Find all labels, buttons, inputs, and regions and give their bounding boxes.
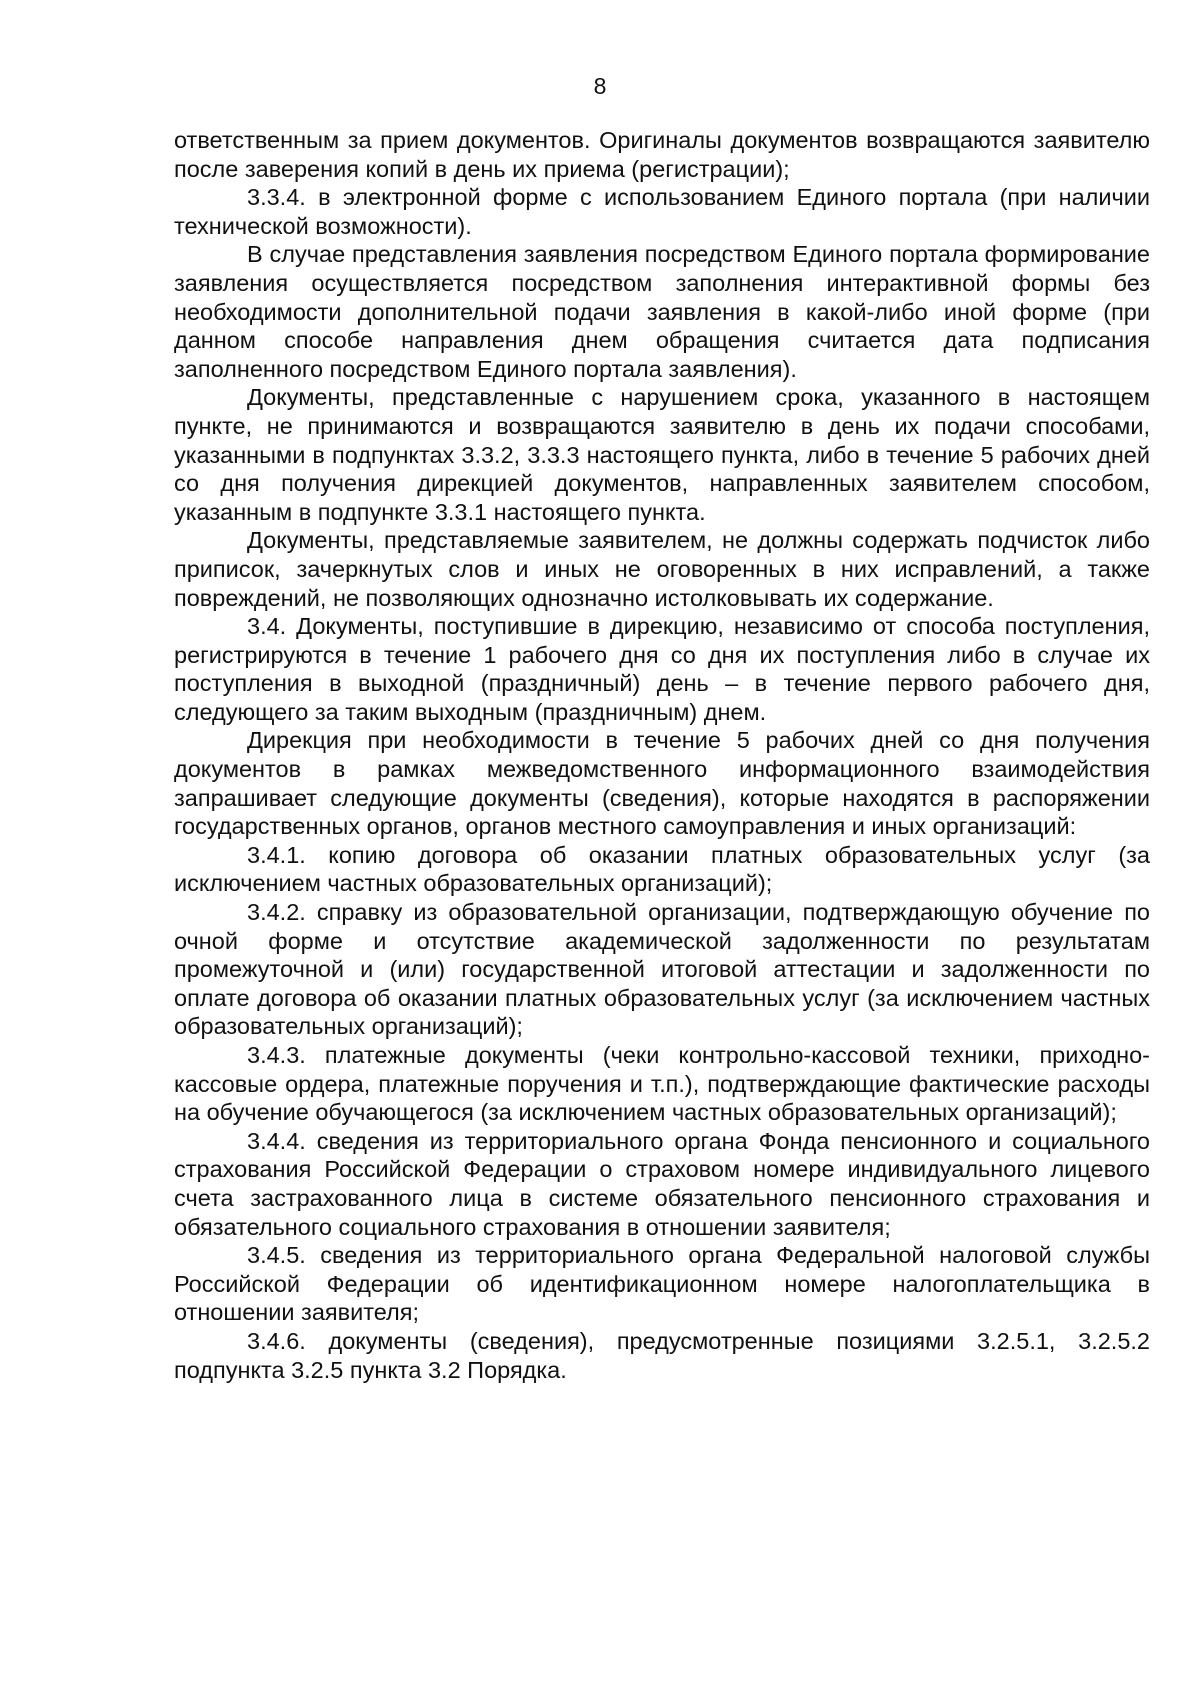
paragraph-3-4: 3.4. Документы, поступившие в дирекцию, независимо от способа поступления, регистрируются в течение 1 рабочего дня со дня их поступления либо в случае их поступления в выходной (праздничный) день – в течение первого рабочего дня, следующего за таким выходным (праздничным) днем. (174, 613, 1150, 725)
paragraph-portal-application: В случае представления заявления посредством Единого портала формирование заявления осуществляется посредством заполнения интерактивной формы без необходимости дополнительной подачи заявления в какой-либо иной форме (при данном способе направления днем обращения считается дата подписания заполненного посредством Единого портала заявления). (174, 241, 1150, 382)
paragraph-3-4-2: 3.4.2. справку из образовательной организации, подтверждающую обучение по очной форме и отсутствие академической задолженности по результатам промежуточной и (или) государственной итоговой аттестации и задолженности по оплате договора об оказании платных образовательных услуг (за исключением частных образовательных организаций); (174, 899, 1150, 1040)
paragraph-continuation: ответственным за прием документов. Оригиналы документов возвращаются заявителю после заверения копий в день их приема (регистрации); (174, 127, 1150, 182)
document-body (174, 126, 1150, 1384)
paragraph-3-4-3: 3.4.3. платежные документы (чеки контрольно-кассовой техники, приходно-кассовые ордера, платежные поручения и т.п.), подтверждающие фактические расходы на обучение обучающегося (за исключением частных образовательных организаций); (174, 1042, 1150, 1126)
paragraph-3-4-5: 3.4.5. сведения из территориального органа Федеральной налоговой службы Российской Федерации об идентификационном номере налогоплательщика в отношении заявителя; (174, 1242, 1150, 1326)
paragraph-late-documents: Документы, представленные с нарушением срока, указанного в настоящем пункте, не принимаются и возвращаются заявителю в день их подачи способами, указанными в подпунктах 3.3.2, 3.3.3 настоящего пункта, либо в течение 5 рабочих дней со дня получения дирекцией документов, направленных заявителем способом, указанным в подпункте 3.3.1 настоящего пункта. (174, 384, 1150, 525)
paragraph-3-4-4: 3.4.4. сведения из территориального органа Фонда пенсионного и социального страхования Российской Федерации о страховом номере индивидуального лицевого счета застрахованного лица в системе обязательного пенсионного страхования и обязательного социального страхования в отношении заявителя; (174, 1127, 1150, 1240)
paragraph-3-3-4: 3.3.4. в электронной форме с использованием Единого портала (при наличии технической возможности). (174, 184, 1150, 239)
paragraph-interagency-request: Дирекция при необходимости в течение 5 рабочих дней со дня получения документов в рамках межведомственного информационного взаимодействия запрашивает следующие документы (сведения), которые находятся в распоряжении государственных органов, органов местного самоуправления и иных организаций: (174, 727, 1150, 840)
paragraph-3-4-6: 3.4.6. документы (сведения), предусмотренные позициями 3.2.5.1, 3.2.5.2 подпункта 3.2.5 пункта 3.2 Порядка. (174, 1327, 1150, 1383)
paragraph-document-requirements: Документы, представляемые заявителем, не должны содержать подчисток либо приписок, зачеркнутых слов и иных не оговоренных в них исправлений, а также повреждений, не позволяющих однозначно истолковывать их содержание. (174, 527, 1150, 611)
page-number: 8 (593, 73, 607, 99)
paragraph-3-4-1: 3.4.1. копию договора об оказании платных образовательных услуг (за исключением частных образовательных организаций); (174, 841, 1150, 897)
